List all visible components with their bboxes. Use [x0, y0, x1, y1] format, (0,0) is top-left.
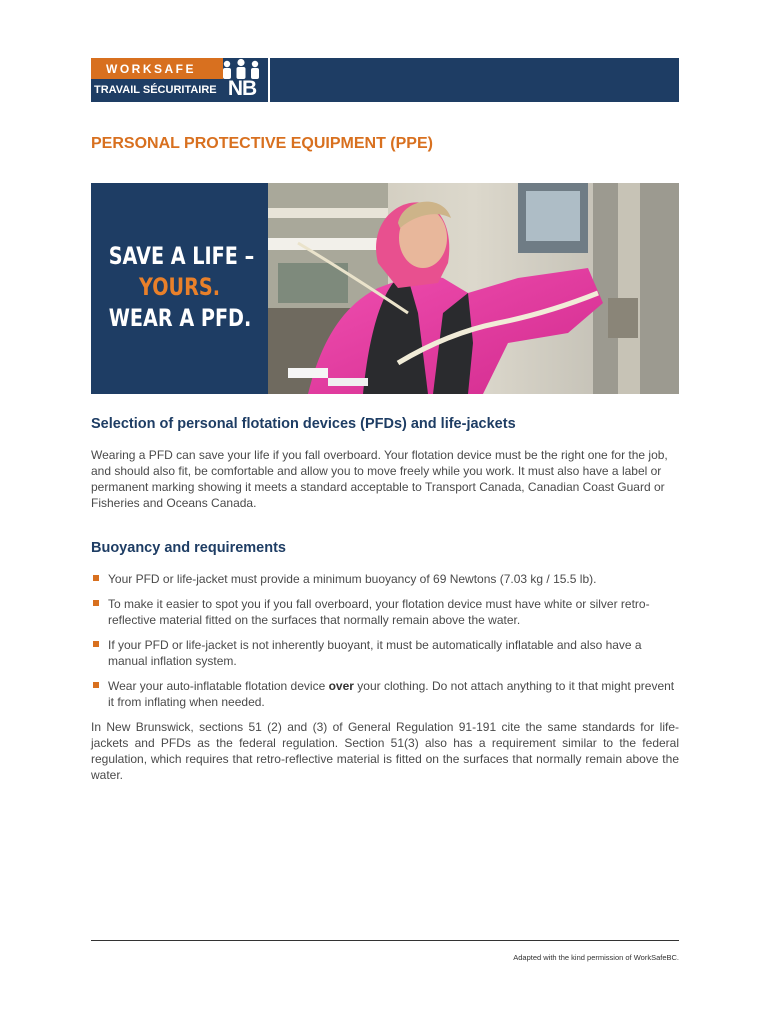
list-item [91, 678, 679, 710]
logo-worksafe-text: WORKSAFE [106, 62, 196, 76]
page-title: PERSONAL PROTECTIVE EQUIPMENT (PPE) [91, 135, 433, 152]
section-heading-buoyancy: Buoyancy and requirements [91, 540, 286, 556]
footer-divider [91, 940, 679, 941]
list-item-text: Your PFD or life-jacket must provide a minimum buoyancy of 69 Newtons (7.03 kg / 15.5 lb). [108, 572, 597, 586]
requirements-list [91, 571, 679, 719]
list-item [91, 571, 679, 587]
section-body-pfd-selection: Wearing a PFD can save your life if you fall overboard. Your flotation device must be the right one for the job, and should also fit, be comfortable and allow you to move freely while you work. It must also have a label or permanent marking showing it meets a standard acceptable to Transport Canada, Canadian Coast Guard or Fisheries and Oceans Canada. [91, 448, 668, 510]
logo-divider [268, 58, 270, 102]
hero-line-3: WEAR A PFD. [108, 304, 252, 332]
hero-slogan [108, 241, 255, 334]
list-item [91, 637, 679, 669]
bullet-square-icon [93, 575, 99, 581]
footer-attribution: Adapted with the kind permission of WorkSafeBC. [513, 953, 679, 962]
bullet-square-icon [93, 641, 99, 647]
list-item [91, 596, 679, 628]
list-item-text-before: Wear your auto-inflatable flotation device [108, 679, 329, 693]
section-heading-pfd-selection: Selection of personal flotation devices (PFDs) and life-jackets [91, 416, 516, 432]
hero-line-2: YOURS. [138, 273, 221, 301]
hero-line-1: SAVE A LIFE – [108, 242, 255, 270]
list-item-emphasis: over [328, 679, 354, 693]
closing-paragraph: In New Brunswick, sections 51 (2) and (3) of General Regulation 91-191 cite the same standards for life-jackets and PFDs as the federal regulation. Section 51(3) also has a requirement similar to the federal regulation, which requires that retro-reflective material is fitted on the surfaces that normally remain above the water. [91, 720, 679, 782]
list-item-text-after: your clothing. Do not attach anything to it that might prevent it from inflating when needed. [108, 679, 675, 709]
hero-photo-worker-in-pfd [268, 183, 679, 394]
bullet-square-icon [93, 682, 99, 688]
list-item-text: To make it easier to spot you if you fall overboard, your flotation device must have white or silver retro-reflective material fitted on the surfaces that normally remain above the water. [108, 597, 650, 627]
bullet-square-icon [93, 600, 99, 606]
logo-nb-text: NB [227, 77, 257, 100]
list-item-text: If your PFD or life-jacket is not inherently buoyant, it must be automatically inflatable and also have a manual inflation system. [108, 638, 642, 668]
logo-travail-text: TRAVAIL SÉCURITAIRE [94, 84, 217, 96]
